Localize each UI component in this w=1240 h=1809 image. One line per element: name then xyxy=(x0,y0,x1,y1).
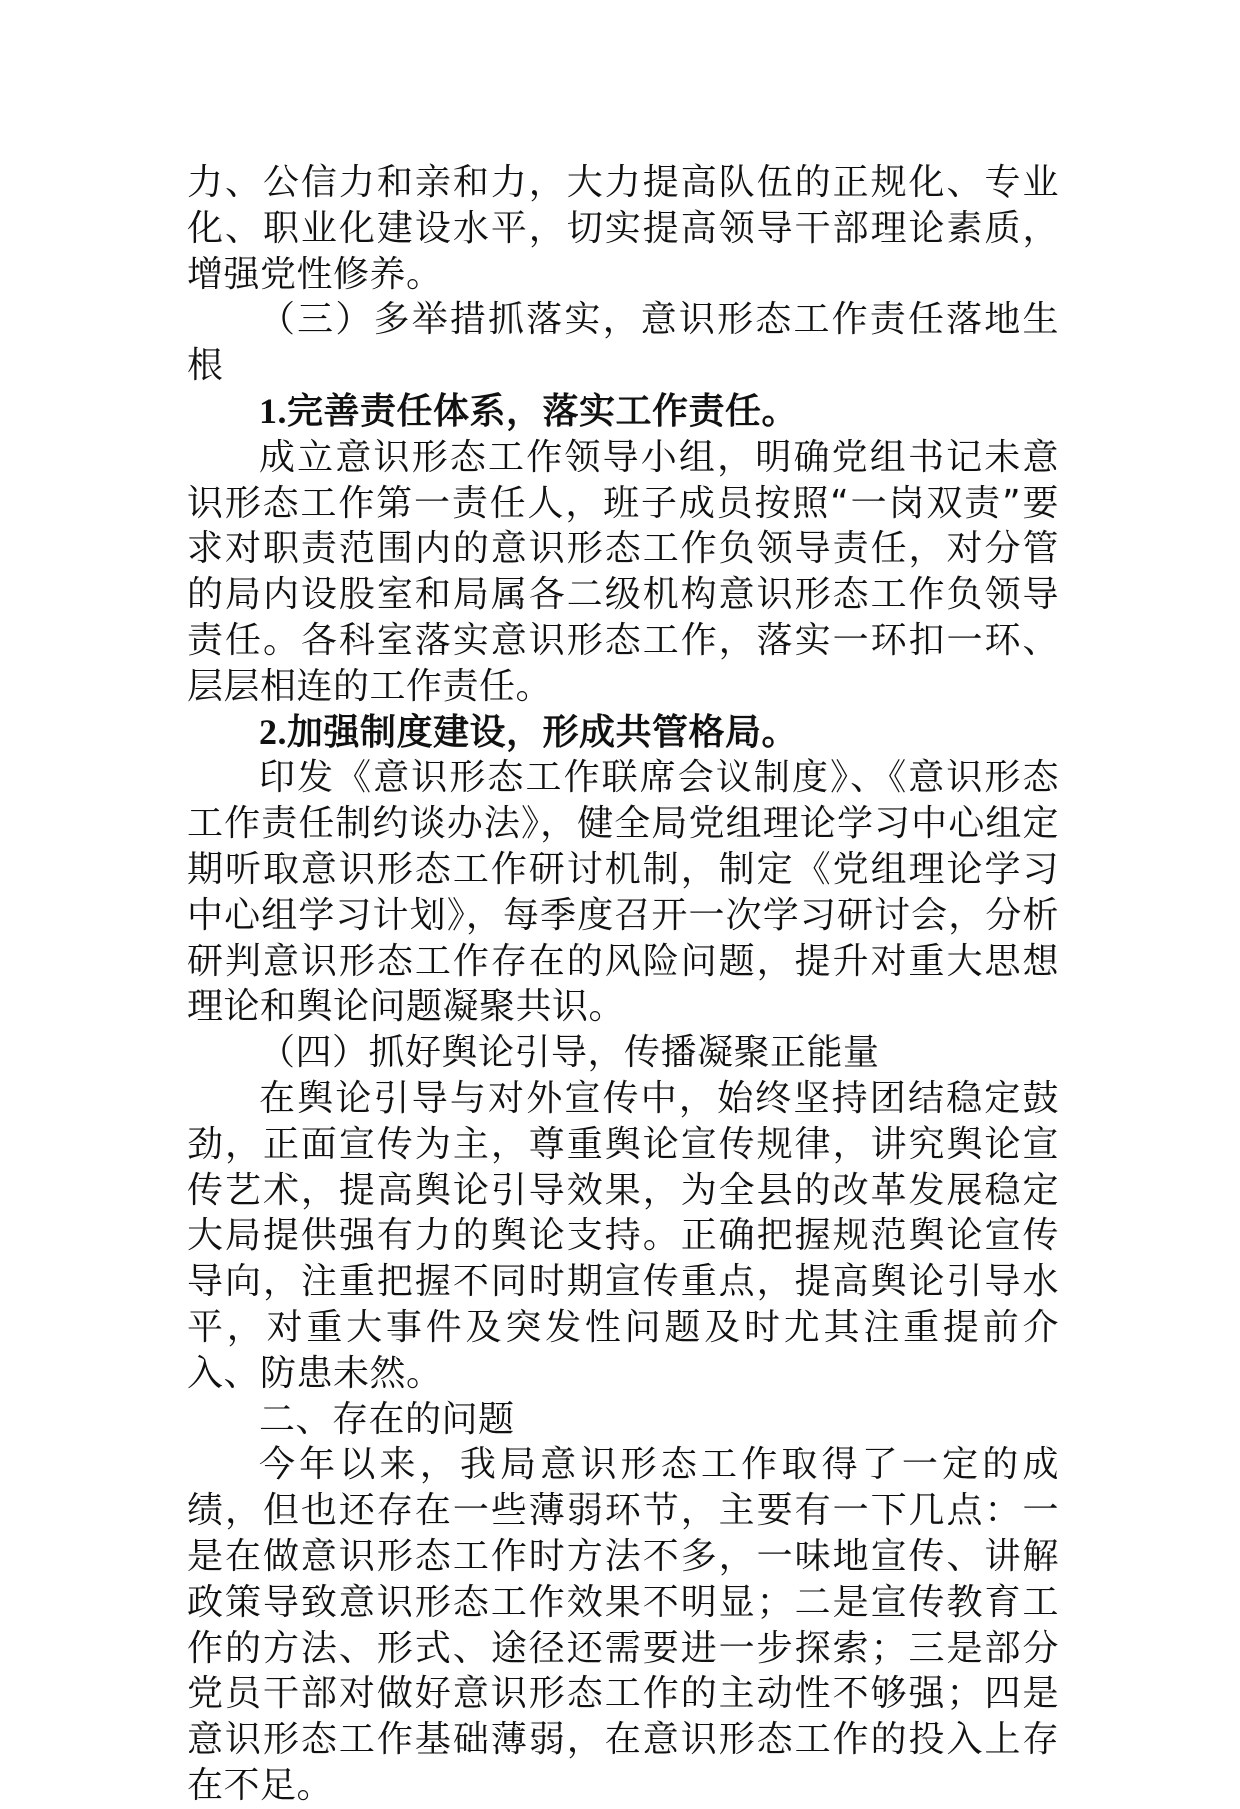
document-body xyxy=(187,160,1059,1809)
item-one-title: 完善责任体系，落实工作责任。 xyxy=(287,390,799,432)
item-two-paragraph: 印发《意识形态工作联席会议制度》、《意识形态工作责任制约谈办法》，健全局党组理论学习中心组定期听取意识形态工作研讨机制，制定《党组理论学习中心组学习计划》，每季度召开一次学习研讨会，分析研判意识形态工作存在的风险问题，提升对重大思想理论和舆论问题凝聚共识。 xyxy=(187,757,1059,1028)
item-one-paragraph: 成立意识形态工作领导小组，明确党组书记未意识形态工作第一责任人，班子成员按照“一岗双责”要求对职责范围内的意识形态工作负领导责任，对分管的局内设股室和局属各二级机构意识形态工作负领导责任。各科室落实意识形态工作，落实一环扣一环、层层相连的工作责任。 xyxy=(187,436,1059,707)
item-two-heading xyxy=(187,710,1059,756)
item-two-number: 2. xyxy=(259,711,287,752)
item-one-heading xyxy=(187,389,1059,435)
item-one-number: 1. xyxy=(259,390,287,431)
section-two-paragraph: 今年以来，我局意识形态工作取得了一定的成绩，但也还存在一些薄弱环节，主要有一下几点：一是在做意识形态工作时方法不多，一味地宣传、讲解政策导致意识形态工作效果不明显；二是宣传教育工作的方法、形式、途径还需要进一步探索；三是部分党员干部对做好意识形态工作的主动性不够强；四是意识形态工作基础薄弱，在意识形态工作的投入上存在不足。 xyxy=(187,1444,1059,1806)
intro-paragraph: 力、公信力和亲和力，大力提高队伍的正规化、专业化、职业化建设水平，切实提高领导干部理论素质，增强党性修养。 xyxy=(187,162,1059,295)
item-two-title: 加强制度建设，形成共管格局。 xyxy=(287,711,799,753)
section-four-paragraph: 在舆论引导与对外宣传中，始终坚持团结稳定鼓劲，正面宣传为主，尊重舆论宣传规律，讲究舆论宣传艺术，提高舆论引导效果，为全县的改革发展稳定大局提供强有力的舆论支持。正确把握规范舆论宣传导向，注重把握不同时期宣传重点，提高舆论引导水平，对重大事件及突发性问题及时尤其注重提前介入、防患未然。 xyxy=(187,1077,1059,1394)
section-two-heading: 二、存在的问题 xyxy=(259,1398,515,1440)
section-four-heading: （四）抓好舆论引导，传播凝聚正能量 xyxy=(259,1032,880,1074)
section-three-heading: （三）多举措抓落实，意识形态工作责任落地生根 xyxy=(187,299,1059,387)
